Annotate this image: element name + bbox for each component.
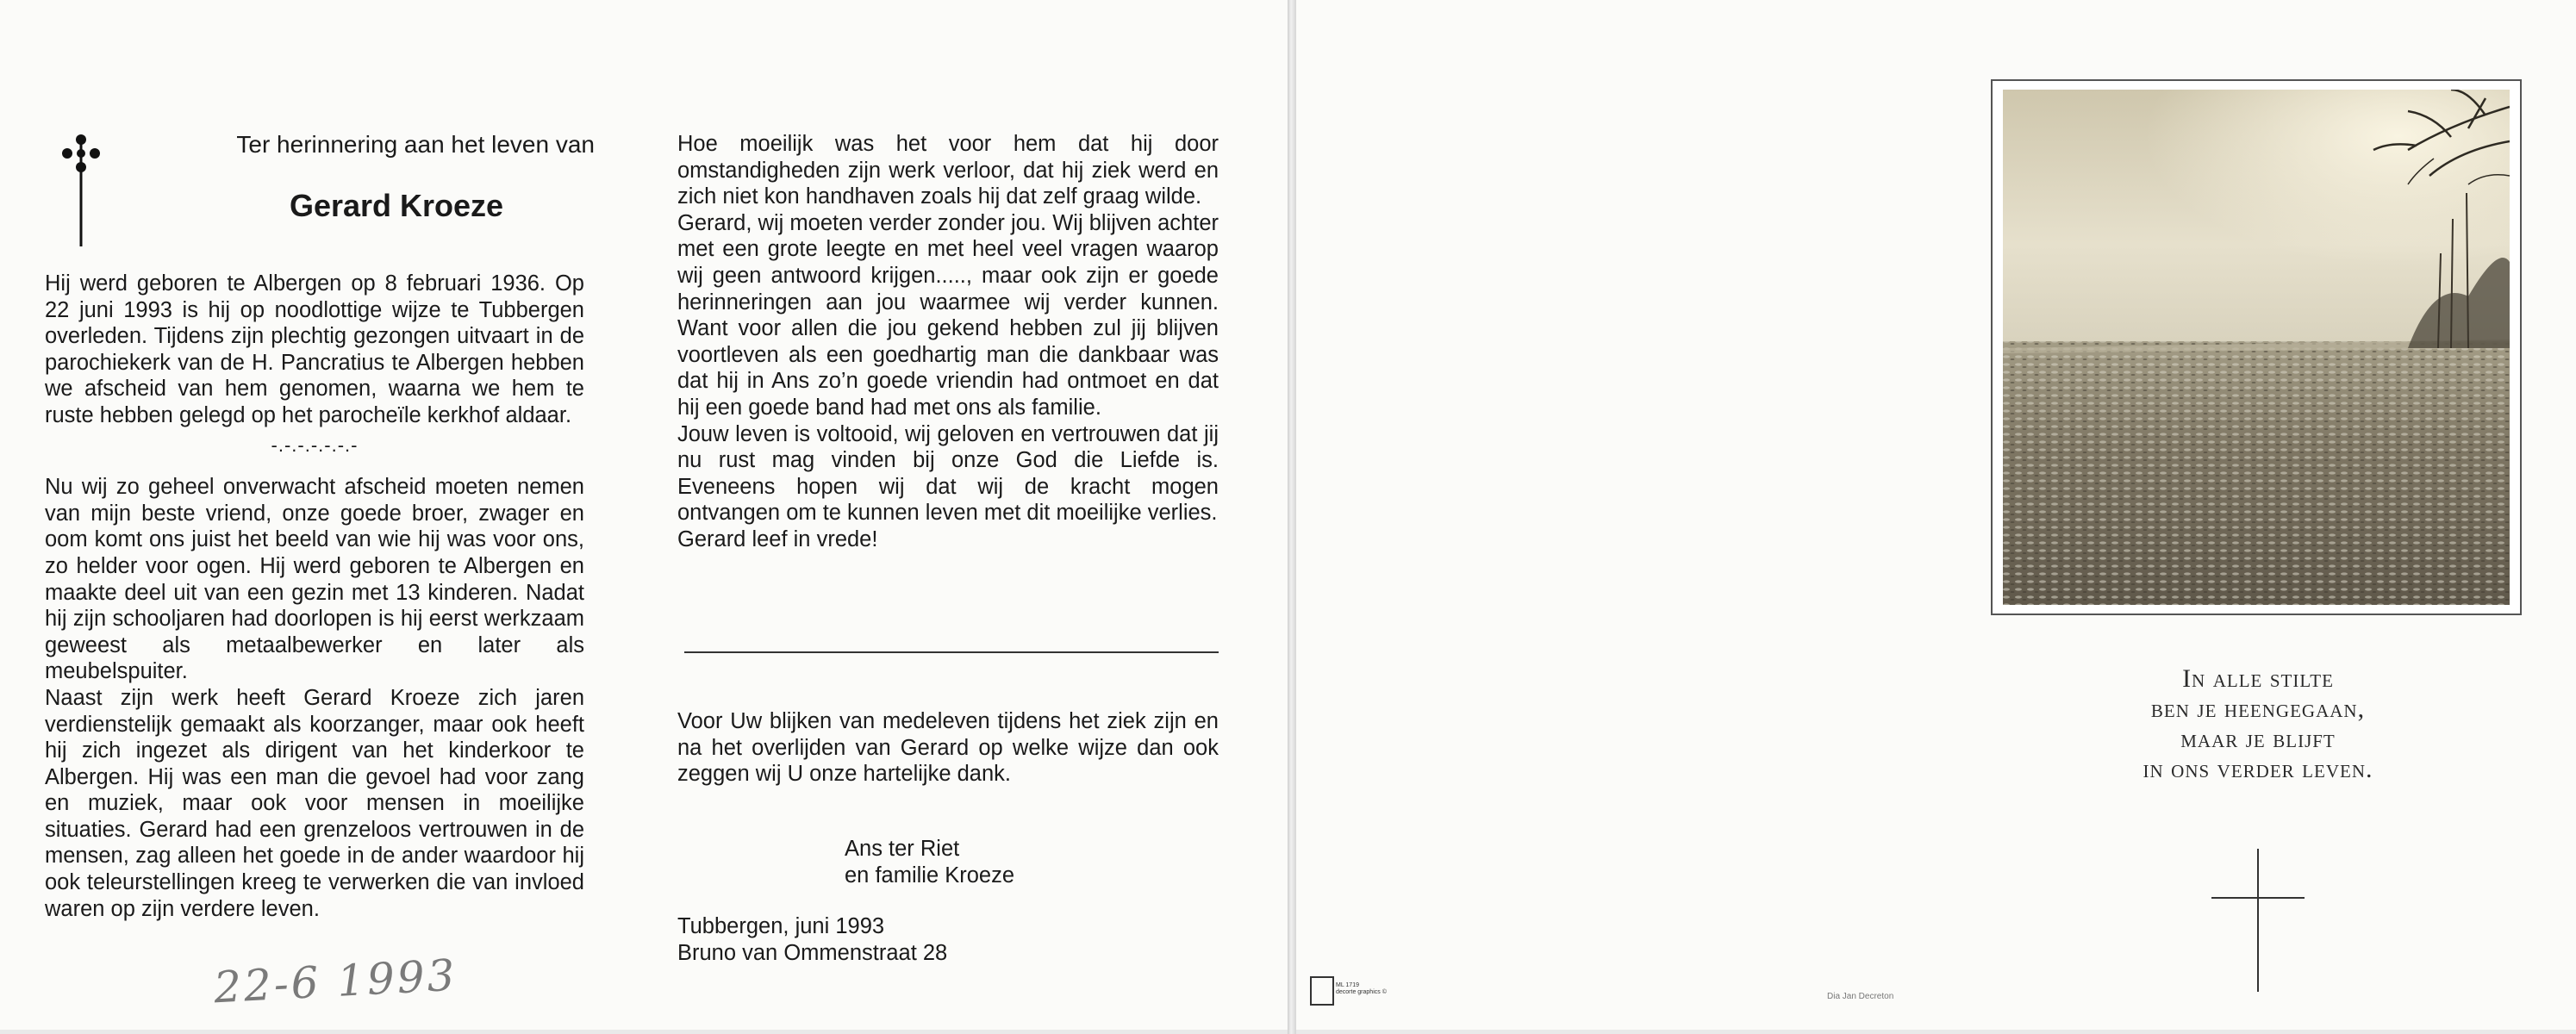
left-page — [0, 0, 1288, 1030]
biography-paragraph: Jouw leven is voltooid, wij geloven en vertrouwen dat jij nu rust mag vinden bij onze God die Liefde is. Eveneens hopen wij dat wij de kracht mogen ontvangen om te kunnen leven met dit moeilijke verlies. — [677, 421, 1219, 526]
memorial-verse — [2051, 663, 2465, 784]
closing-line: Gerard leef in vrede! — [677, 526, 878, 551]
verse-line: in ons verder leven. — [2143, 755, 2373, 783]
biography-paragraph: Hij werd geboren te Albergen op 8 februari 1936. Op 22 juni 1993 is hij op noodlottige wijze te Tubbergen overleden. Tijdens zijn plechtig gezongen uitvaart in de parochiekerk van de H. Pancratius te Albergen hebben we afscheid van hem genomen, waarna we hem te ruste hebben gelegd op het parocheïle kerkhof aldaar. — [45, 271, 584, 427]
biography-paragraph: Gerard, wij moeten verder zonder jou. Wij blijven achter met een grote leegte en met heel veel vragen waarop wij geen antwoord krijgen....., maar ook zijn er goede herinneringen aan jou waarmee wij verder kunnen. Want voor allen die jou gekend hebben zul jij blijven voortleven als een goedhartig man die dankbaar was dat hij in Ans zo’n goede vriendin had ontmoet en dat hij een goede band had met ons als familie. — [677, 210, 1219, 420]
biography-paragraph: Nu wij zo geheel onverwacht afscheid moeten nemen van mijn beste vriend, onze goede broer, zwager en oom komt ons juist het beeld van wie hij was voor ons, zo helder voor ogen. Hij werd geboren te Albergen en maakte deel uit van een gezin met 13 kinderen. Nadat hij zijn schooljaren had doorlopen is hij eerst werkzaam geweest als metaalbewerker en later als meubelspuiter. — [45, 475, 584, 684]
publisher-logo-icon — [1310, 976, 1334, 1006]
handwritten-date: 22-6 1993 — [212, 950, 458, 1013]
signers — [845, 836, 1014, 888]
address: Bruno van Ommenstraat 28 — [677, 940, 948, 965]
deceased-name: Gerard Kroeze — [289, 188, 504, 223]
biography-paragraph: Naast zijn werk heeft Gerard Kroeze zich jaren verdienstelijk gemaakt als koorzanger, maar ook heeft hij zich ingezet als dirigent van het kinderkoor te Albergen. Hij was een man die gevoel had voor zang en muziek, maar ook voor mensen in moeilijke situaties. Gerard had een grenzeloos vertrouwen in de mensen, zag alleen het goede in de ander waardoor hij ook teleurstellingen kreeg te verwerken die van invloed waren op zijn verdere leven. — [45, 685, 584, 921]
verse-line: maar je blijft — [2180, 725, 2336, 753]
cross-ornament-icon — [55, 131, 107, 248]
dash-separator: -.-.-.-.-.-.- — [271, 433, 359, 456]
biography-paragraph: Hoe moeilijk was het voor hem dat hij door omstandigheden zijn werk verloor, dat hij ziek werd en zich niet kon handhaven zoals hij dat zelf graag wilde. — [677, 132, 1219, 209]
intro-text: Ter herinnering aan het leven van — [236, 131, 595, 158]
place-and-address — [677, 913, 947, 966]
place-date: Tubbergen, juni 1993 — [677, 914, 885, 938]
verse-line: In alle stilte — [2182, 664, 2334, 693]
thanks-text: Voor Uw blijken van medeleven tijdens het ziek zijn en na het overlijden van Gerard op welke wijze dan ook zeggen wij U onze hartelijke dank. — [677, 709, 1219, 787]
signer-name: Ans ter Riet — [845, 837, 960, 861]
divider-line — [684, 651, 1219, 653]
photo-credit: Dia Jan Decreton — [1827, 992, 1894, 1001]
signer-family: en familie Kroeze — [845, 863, 1015, 888]
publisher-text: ML 1719 decorte graphics © — [1336, 982, 1387, 995]
cross-icon — [2211, 849, 2305, 992]
biography-column-2 — [677, 131, 1219, 553]
card-fold — [1288, 0, 1296, 1034]
biography-column-1 — [45, 271, 584, 922]
photo-frame — [1991, 79, 2522, 615]
winter-field-photo — [2003, 90, 2510, 605]
verse-line: ben je heengegaan, — [2150, 695, 2366, 723]
